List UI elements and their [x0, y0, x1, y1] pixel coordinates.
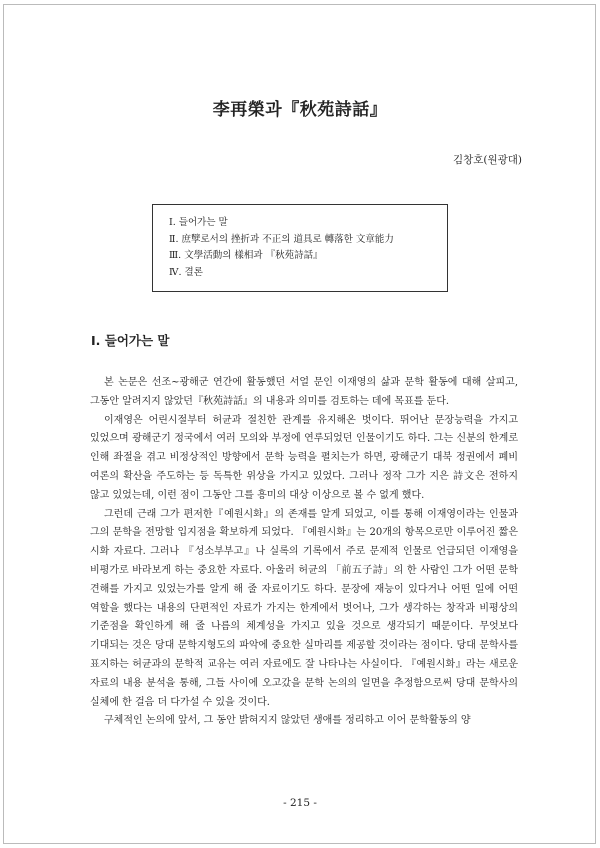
author-affiliation: 김창호(원광대)	[452, 154, 522, 166]
toc-item: Ⅰ. 들어가는 말	[169, 217, 228, 228]
paper-title: 李再榮과『秋苑詩話』	[212, 100, 388, 120]
page-number: - 215 -	[283, 797, 317, 809]
paragraph: 구체적인 논의에 앞서, 그 동안 밝혀지지 않았던 생애를 정리하고 이어 문학활동의 양	[104, 715, 471, 727]
section-heading: Ⅰ. 들어가는 말	[91, 333, 170, 348]
paragraph: 이재영은 어린시절부터 허균과 절친한 관계를 유지해온 벗이다. 뛰어난 문장능력을 가지고 있었으며 광해군기 정국에서 여러 모의와 부정에 연루되었던 인물이기도 하다. 그는 신분의 한계로 인해 좌절을 겪고 비정상적인 방향에서 문학 능력을 펼치는가 하면, 광해군기 대북 정권에서 폐비 여론의 확산을 주도하는 등 독특한 위상을 가지고 있었다. 그러나 정작 그가 지은 詩文은 전하지 않고 있었는데, 이런 점이 그동안 그를 흥미의 대상 이상으로 볼 수 없게 했다.	[90, 414, 518, 501]
table-of-contents	[152, 204, 448, 292]
toc-item: Ⅳ. 결론	[169, 266, 203, 278]
paragraph: 그런데 근래 그가 편저한『예원시화』의 존재를 알게 되었고, 이를 통해 이재영이라는 인물과 그의 문학을 전망할 입지점을 확보하게 되었다. 『예원시화』는 20개의 항목으로만 이루어진 짧은 시화 자료다. 그러나 『성소부부고』나 실록의 기록에서 주로 문제적 인물로 언급되던 이재영을 비평가로 바라보게 하는 중요한 자료다. 아울러 허균의 「前五子詩」의 한 사람인 그가 어떤 문학 견해를 가지고 있었는가를 알게 해 줄 자료이기도 하다. 문장에 재능이 있다거나 어떤 일에 어떤 역할을 했다는 내용의 단편적인 자료가 가지는 한계에서 벗어나, 그가 생각하는 창작과 비평상의 기준점을 확인하게 해 줄 나름의 체계성을 가지고 있을 것으로 생각되기 때문이다. 무엇보다 기대되는 것은 당대 문학지형도의 파악에 중요한 실마리를 제공할 것이라는 점이다. 당대 문학사를 표지하는 허균과의 문학적 교유는 여러 자료에도 잘 나타나는 사실이다. 『예원시화』라는 새로운 자료의 내용 분석을 통해, 그들 사이에 오고갔을 문학 논의의 일면을 추정함으로써 당대 문학사의 실체에 한 걸음 더 다가설 수 있을 것이다.	[90, 508, 518, 708]
toc-item: Ⅲ. 文學活動의 樣相과 『秋苑詩話』	[169, 250, 323, 261]
paragraph: 본 논문은 선조~광해군 연간에 활동했던 서얼 문인 이재영의 삶과 문학 활동에 대해 살피고, 그동안 알려지지 않았던『秋苑詩話』의 내용과 의미를 검토하는 데에 목표를 둔다.	[90, 377, 518, 407]
toc-item: Ⅱ. 庶孼로서의 挫折과 不正의 道具로 轉落한 文章能力	[169, 233, 394, 245]
body-text	[90, 374, 518, 731]
